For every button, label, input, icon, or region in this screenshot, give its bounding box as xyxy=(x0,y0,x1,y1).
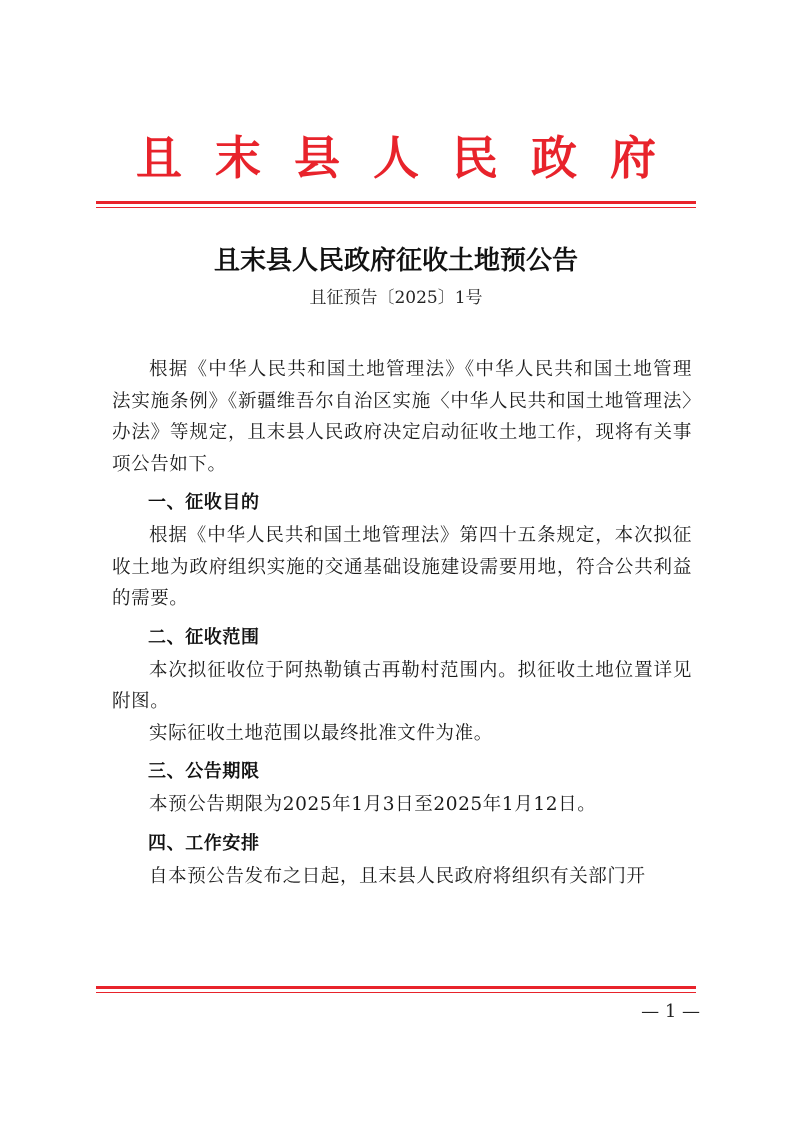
section-text-period: 本预公告期限为2025年1月3日至2025年1月12日。 xyxy=(149,794,597,815)
document-title: 且末县人民政府征收土地预公告 xyxy=(213,246,578,276)
section-text-arrangement: 自本预公告发布之日起，且末县人民政府将组织有关部门开 xyxy=(149,865,646,887)
section-heading-arrangement: 四、工作安排 xyxy=(148,832,260,854)
section-heading-purpose: 一、征收目的 xyxy=(148,492,260,513)
section-text-scope-note: 实际征收土地范围以最终批准文件为准。 xyxy=(149,722,493,744)
masthead-title xyxy=(96,130,696,186)
page-number: — 1 — xyxy=(641,1001,700,1022)
section-heading-scope: 二、征收范围 xyxy=(148,626,260,648)
masthead-char: 末 xyxy=(215,131,261,185)
footer-rule-thick xyxy=(96,986,696,989)
document-number: 且征预告〔2025〕1号 xyxy=(309,288,483,308)
masthead-rule-thin xyxy=(96,207,696,208)
masthead-char: 且 xyxy=(136,131,182,185)
section-text-purpose: 根据《中华人民共和国土地管理法》第四十五条规定，本次拟征收土地为政府组织实施的交通基础设施建设需要用地，符合公共利益的需要。 xyxy=(112,525,692,609)
masthead-char: 政 xyxy=(531,131,577,185)
masthead-rule-thick xyxy=(96,201,696,204)
section-heading-period: 三、公告期限 xyxy=(148,761,260,782)
document-body xyxy=(112,354,692,892)
footer-rule-thin xyxy=(96,992,696,993)
section-text-scope: 本次拟征收位于阿热勒镇古再勒村范围内。拟征收土地位置详见附图。 xyxy=(112,659,692,712)
masthead-char: 人 xyxy=(373,131,419,185)
masthead-char: 民 xyxy=(452,131,498,185)
intro-paragraph: 根据《中华人民共和国土地管理法》《中华人民共和国土地管理法实施条例》《新疆维吾尔自治区实施〈中华人民共和国土地管理法〉办法》等规定，且末县人民政府决定启动征收土地工作，现将有关事项公告如下。 xyxy=(112,359,692,475)
masthead-char: 府 xyxy=(610,131,656,185)
masthead-char: 县 xyxy=(294,131,340,185)
